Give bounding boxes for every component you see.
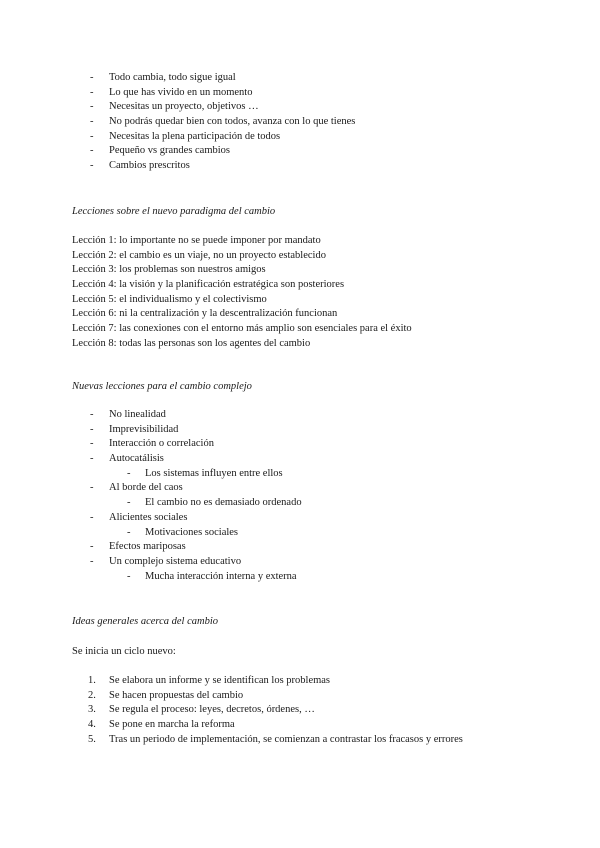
list-item: - Necesitas la plena participación de todos bbox=[72, 130, 355, 145]
numbered-item: 1. Se elabora un informe y se identifican los problemas bbox=[72, 674, 463, 689]
item-number: 4. bbox=[88, 719, 96, 731]
lesson-line: Lección 4: la visión y la planificación estratégica son posteriores bbox=[72, 279, 345, 291]
lesson-line: Lección 8: todas las personas son los agentes del cambio bbox=[72, 337, 311, 349]
dash-bullet: - bbox=[127, 467, 131, 479]
list-item: - Interacción o correlación bbox=[72, 437, 302, 452]
list-item: - Al borde del caos bbox=[72, 481, 302, 496]
numbered-item: 2. Se hacen propuestas del cambio bbox=[72, 689, 463, 704]
item-number: 1. bbox=[88, 675, 96, 686]
list-item: - Alicientes sociales bbox=[72, 511, 302, 526]
list-item: - Todo cambia, todo sigue igual bbox=[72, 71, 355, 86]
item-number: 5. bbox=[88, 733, 96, 745]
numbered-item: 3. Se regula el proceso: leyes, decretos, órdenes, … bbox=[72, 703, 463, 718]
lesson-line: Lección 1: lo importante no se puede imponer por mandato bbox=[72, 235, 321, 246]
dash-bullet: - bbox=[90, 160, 94, 172]
dash-bullet: - bbox=[90, 541, 94, 553]
list-item: - Pequeño vs grandes cambios bbox=[72, 144, 355, 159]
intro-bullet-list bbox=[72, 71, 355, 174]
dash-bullet: - bbox=[90, 555, 94, 567]
dash-bullet: - bbox=[90, 453, 94, 465]
lesson-line: Lección 3: los problemas son nuestros amigos bbox=[72, 264, 266, 276]
list-item: - No linealidad bbox=[72, 408, 302, 423]
item-number: 2. bbox=[88, 689, 96, 701]
dash-bullet: - bbox=[127, 570, 131, 582]
lesson-line: Lección 7: las conexiones con el entorno más amplio son esenciales para el éxito bbox=[72, 323, 412, 335]
dash-bullet: - bbox=[90, 101, 94, 113]
list-item: - Necesitas un proyecto, objetivos … bbox=[72, 100, 355, 115]
dash-bullet: - bbox=[90, 72, 94, 83]
list-item: - Lo que has vivido en un momento bbox=[72, 86, 355, 101]
list-item: - Cambios prescritos bbox=[72, 159, 355, 174]
dash-bullet: - bbox=[90, 409, 94, 420]
list-item: - Imprevisibilidad bbox=[72, 423, 302, 438]
list-item: - Autocatálisis bbox=[72, 452, 302, 467]
dash-bullet: - bbox=[90, 423, 94, 435]
lesson-line: Lección 6: ni la centralización y la descentralización funcionan bbox=[72, 308, 338, 320]
dash-bullet: - bbox=[90, 438, 94, 450]
section-heading-lecciones: Lecciones sobre el nuevo paradigma del cambio bbox=[72, 206, 276, 217]
dash-bullet: - bbox=[90, 116, 94, 128]
dash-bullet: - bbox=[90, 511, 94, 523]
lessons-list bbox=[72, 234, 412, 352]
dash-bullet: - bbox=[127, 497, 131, 509]
complex-change-list bbox=[72, 408, 302, 584]
sub-list-item: - Los sistemas influyen entre ellos bbox=[72, 467, 302, 482]
numbered-item: 5. Tras un periodo de implementación, se comienzan a contrastar los fracasos y errores bbox=[72, 733, 463, 748]
sub-list-item: - El cambio no es demasiado ordenado bbox=[72, 496, 302, 511]
section-heading-nuevas-lecciones: Nuevas lecciones para el cambio complejo bbox=[72, 381, 252, 392]
lesson-line: Lección 5: el individualismo y el colectivismo bbox=[72, 293, 267, 305]
sub-list-item: - Mucha interacción interna y externa bbox=[72, 570, 302, 585]
lesson-line: Lección 2: el cambio es un viaje, no un proyecto establecido bbox=[72, 249, 326, 261]
item-number: 3. bbox=[88, 704, 96, 716]
dash-bullet: - bbox=[127, 526, 131, 538]
list-item: - Un complejo sistema educativo bbox=[72, 555, 302, 570]
numbered-item: 4. Se pone en marcha la reforma bbox=[72, 718, 463, 733]
dash-bullet: - bbox=[90, 86, 94, 98]
cycle-intro-text: Se inicia un ciclo nuevo: bbox=[72, 646, 176, 657]
dash-bullet: - bbox=[90, 130, 94, 142]
section-heading-ideas-generales: Ideas generales acerca del cambio bbox=[72, 616, 218, 627]
sub-list-item: - Motivaciones sociales bbox=[72, 526, 302, 541]
list-item: - No podrás quedar bien con todos, avanza con lo que tienes bbox=[72, 115, 355, 130]
cycle-steps-list bbox=[72, 674, 463, 747]
dash-bullet: - bbox=[90, 482, 94, 494]
list-item: - Efectos mariposas bbox=[72, 540, 302, 555]
dash-bullet: - bbox=[90, 145, 94, 157]
